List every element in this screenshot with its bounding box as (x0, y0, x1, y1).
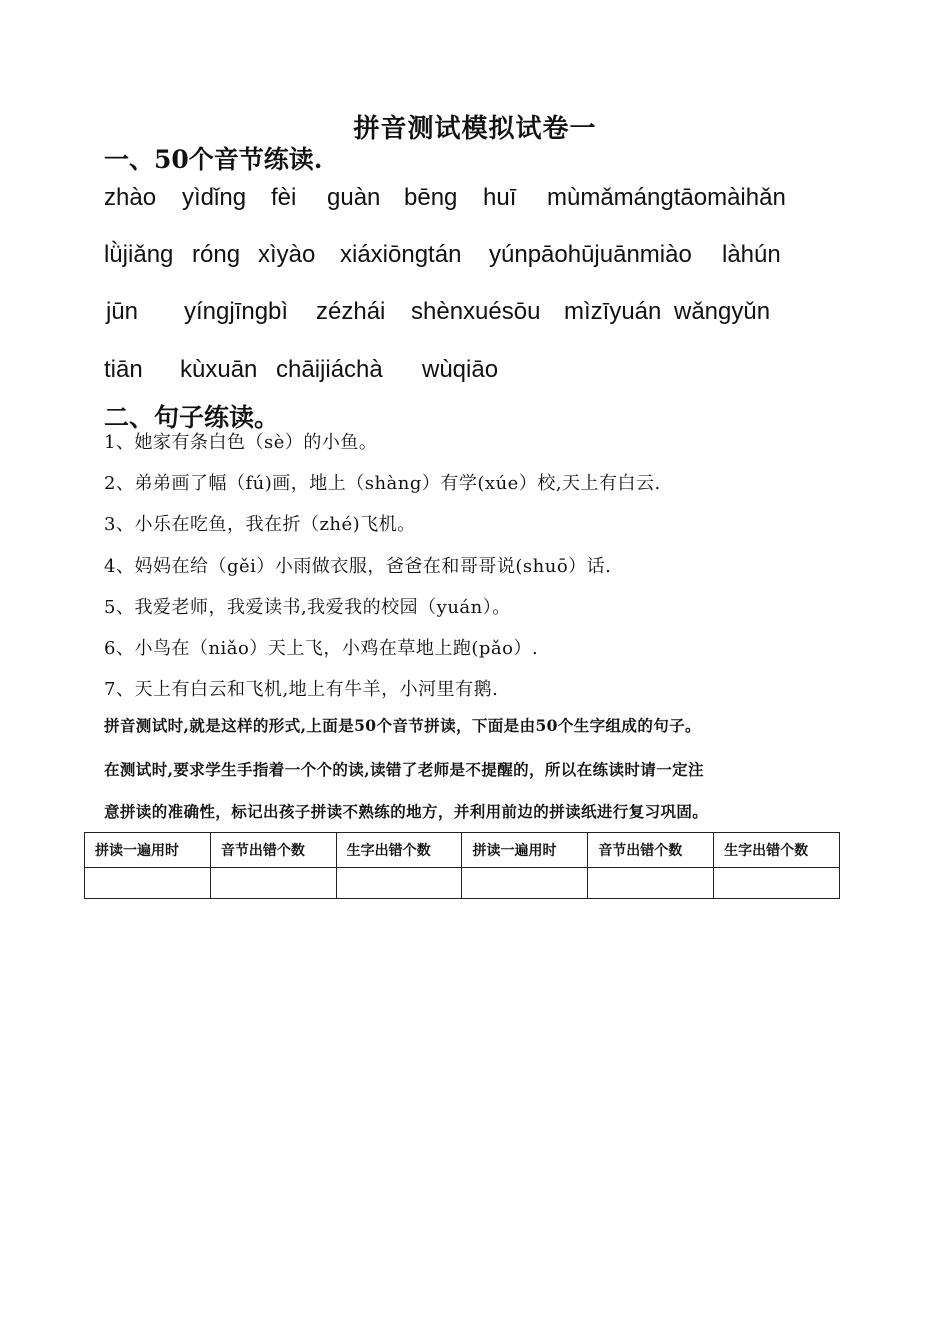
score-table-header-cell: 音节出错个数 (210, 833, 336, 868)
section-1-heading: 一、50个音节练读. (104, 145, 323, 174)
pinyin-syllable: kùxuān (180, 356, 258, 383)
pinyin-line-1 (104, 184, 824, 218)
pinyin-line-2 (104, 241, 824, 275)
sentence-3: 3、小乐在吃鱼，我在折（zhé)飞机。 (104, 514, 416, 535)
page-title: 拼音测试模拟试卷一 (353, 114, 597, 144)
pinyin-syllable: yìdǐng (182, 184, 247, 211)
score-entry-cell[interactable] (85, 868, 211, 899)
sentence-1: 1、她家有条白色（sè）的小鱼。 (104, 432, 378, 453)
pinyin-syllable: guàn (327, 184, 381, 211)
score-table-header-row (85, 833, 840, 868)
score-table (84, 832, 840, 899)
sentence-7: 7、天上有白云和飞机,地上有牛羊，小河里有鹅. (104, 679, 499, 700)
instruction-note-line-1: 拼音测试时,就是这样的形式,上面是50个音节拼读，下面是由50个生字组成的句子。 (104, 716, 701, 735)
pinyin-syllable: mùmǎmángtāomàihǎn (547, 184, 786, 211)
pinyin-line-3 (104, 298, 824, 332)
score-table-header-cell: 拼读一遍用时 (85, 833, 211, 868)
pinyin-syllable: mìzīyuán (564, 298, 662, 325)
score-table-header-cell: 生字出错个数 (336, 833, 462, 868)
pinyin-syllable: wùqiāo (422, 356, 499, 383)
pinyin-syllable: yíngjīngbì (184, 298, 289, 325)
pinyin-syllable: bēng (404, 184, 458, 211)
score-entry-cell[interactable] (210, 868, 336, 899)
score-entry-cell[interactable] (336, 868, 462, 899)
score-table-header-cell: 生字出错个数 (714, 833, 840, 868)
pinyin-syllable: zhào (104, 184, 157, 211)
pinyin-syllable: róng (192, 241, 241, 268)
score-entry-cell[interactable] (714, 868, 840, 899)
pinyin-syllable: shènxuésōu (411, 298, 541, 325)
instruction-note-line-2: 在测试时,要求学生手指着一个个的读,读错了老师是不提醒的，所以在练读时请一定注 (104, 760, 704, 779)
sentence-2: 2、弟弟画了幅（fú)画，地上（shàng）有学(xúe）校,天上有白云. (104, 473, 661, 494)
section-2-heading: 二、句子练读。 (104, 403, 280, 432)
pinyin-syllable: lǜjiǎng (104, 241, 174, 268)
score-table-header-cell: 音节出错个数 (588, 833, 714, 868)
pinyin-syllable: zézhái (316, 298, 386, 325)
pinyin-syllable: fèi (271, 184, 297, 211)
sentence-4: 4、妈妈在给（gěi）小雨做衣服，爸爸在和哥哥说(shuō）话. (104, 556, 612, 577)
pinyin-line-4 (104, 356, 824, 390)
pinyin-syllable: wǎngyǔn (674, 298, 771, 325)
pinyin-syllable: xiáxiōngtán (340, 241, 462, 268)
pinyin-syllable: làhún (722, 241, 781, 268)
pinyin-syllable: chāijiáchà (276, 356, 383, 383)
score-table-header-cell: 拼读一遍用时 (462, 833, 588, 868)
pinyin-syllable: huī (483, 184, 517, 211)
sentence-5: 5、我爱老师，我爱读书,我爱我的校园（yuán）。 (104, 597, 511, 618)
pinyin-syllable: xìyào (258, 241, 316, 268)
sentence-6: 6、小鸟在（niǎo）天上飞，小鸡在草地上跑(pǎo）. (104, 638, 539, 659)
pinyin-syllable: jūn (106, 298, 139, 325)
instruction-note-line-3: 意拼读的准确性，标记出孩子拼读不熟练的地方，并利用前边的拼读纸进行复习巩固。 (104, 802, 709, 821)
pinyin-syllable: yúnpāohūjuānmiào (489, 241, 692, 268)
score-entry-cell[interactable] (588, 868, 714, 899)
score-entry-cell[interactable] (462, 868, 588, 899)
pinyin-syllable: tiān (104, 356, 143, 383)
score-table-entry-row (85, 868, 840, 899)
